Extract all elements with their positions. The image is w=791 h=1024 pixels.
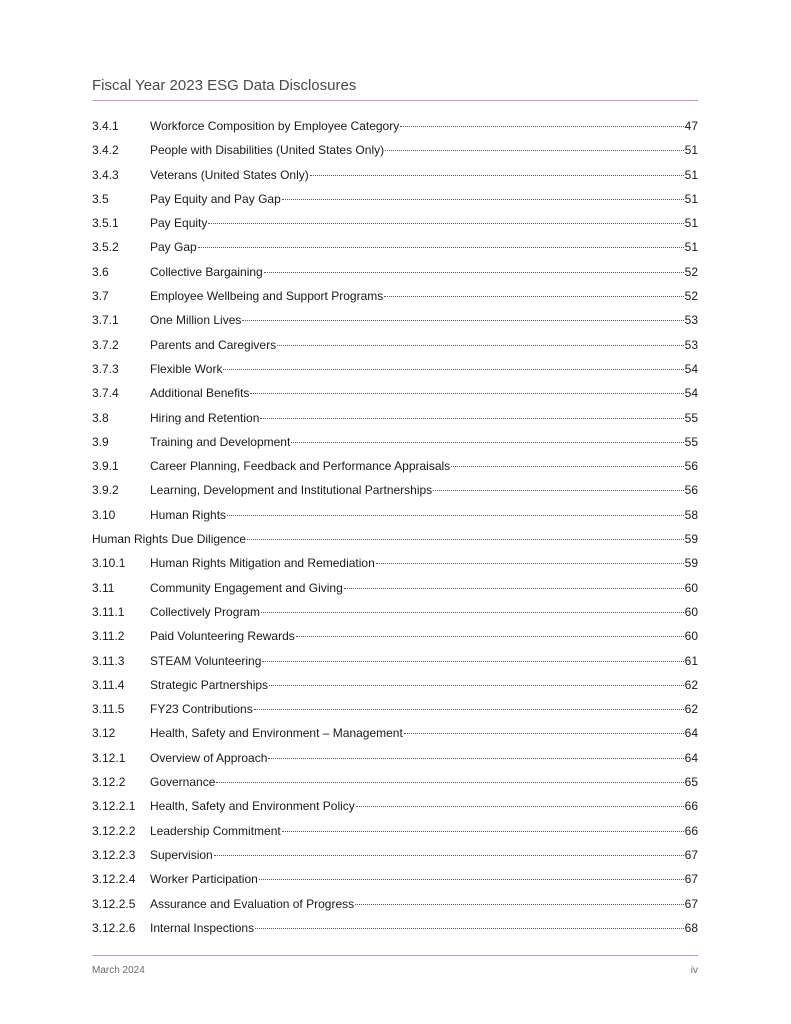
- toc-section-number: 3.6: [92, 264, 109, 279]
- toc-section-number: 3.4.3: [92, 167, 119, 182]
- toc-page-number[interactable]: 55: [684, 410, 698, 425]
- toc-page-number[interactable]: 54: [684, 361, 698, 376]
- toc-dot-leader: [250, 393, 683, 394]
- toc-entry[interactable]: [92, 527, 698, 551]
- toc-dot-leader: [260, 418, 683, 419]
- toc-page-number[interactable]: 62: [684, 702, 698, 717]
- toc-entry[interactable]: [92, 163, 698, 187]
- toc-page-number[interactable]: 65: [684, 775, 698, 790]
- table-of-contents: [92, 114, 698, 940]
- footer-date: March 2024: [92, 965, 145, 976]
- toc-entry[interactable]: [92, 770, 698, 794]
- toc-section-title[interactable]: Health, Safety and Environment Policy: [150, 799, 355, 814]
- toc-entry[interactable]: [92, 916, 698, 940]
- toc-section-number: 3.12.2.2: [92, 823, 136, 838]
- toc-page-number[interactable]: 66: [684, 799, 698, 814]
- toc-page-number[interactable]: 64: [684, 750, 698, 765]
- toc-dot-leader: [291, 442, 683, 443]
- toc-section-number: 3.12.2.3: [92, 847, 136, 862]
- toc-entry[interactable]: [92, 454, 698, 478]
- toc-section-title[interactable]: Internal Inspections: [150, 920, 255, 935]
- toc-entry[interactable]: [92, 333, 698, 357]
- toc-section-title[interactable]: One Million Lives: [150, 313, 242, 328]
- toc-page-number[interactable]: 60: [684, 629, 698, 644]
- toc-section-title[interactable]: STEAM Volunteering: [150, 653, 262, 668]
- toc-entry[interactable]: [92, 138, 698, 162]
- toc-page-number[interactable]: 59: [684, 556, 698, 571]
- toc-dot-leader: [404, 733, 684, 734]
- toc-entry[interactable]: [92, 308, 698, 332]
- toc-page-number[interactable]: 60: [684, 580, 698, 595]
- toc-section-title[interactable]: FY23 Contributions: [150, 702, 253, 717]
- toc-page-number[interactable]: 68: [684, 920, 698, 935]
- toc-entry[interactable]: [92, 697, 698, 721]
- toc-dot-leader: [208, 223, 683, 224]
- toc-section-number: 3.12.2.4: [92, 872, 136, 887]
- toc-section-title[interactable]: Community Engagement and Giving: [150, 580, 343, 595]
- toc-section-number: 3.11.4: [92, 677, 125, 692]
- toc-section-number: 3.12: [92, 726, 116, 741]
- toc-section-number: 3.4.1: [92, 119, 119, 133]
- page-title: Fiscal Year 2023 ESG Data Disclosures: [92, 77, 357, 94]
- toc-page-number[interactable]: 51: [684, 167, 698, 182]
- toc-entry[interactable]: [92, 406, 698, 430]
- toc-section-title[interactable]: Health, Safety and Environment – Management: [150, 726, 403, 741]
- toc-page-number[interactable]: 52: [684, 289, 698, 304]
- toc-section-number: 3.11.5: [92, 702, 125, 717]
- toc-section-number: 3.5.2: [92, 240, 119, 255]
- toc-entry[interactable]: [92, 794, 698, 818]
- toc-entry[interactable]: [92, 746, 698, 770]
- toc-section-title[interactable]: Pay Gap: [150, 240, 197, 255]
- toc-entry[interactable]: [92, 819, 698, 843]
- toc-page-number[interactable]: 51: [684, 191, 698, 206]
- toc-dot-leader: [247, 539, 684, 540]
- toc-page-number[interactable]: 56: [684, 483, 698, 498]
- toc-entry[interactable]: [92, 381, 698, 405]
- toc-page-number[interactable]: 53: [684, 313, 698, 328]
- toc-section-number: 3.11: [92, 580, 115, 595]
- toc-section-number: 3.12.2.1: [92, 799, 136, 814]
- toc-section-number: 3.7: [92, 289, 109, 304]
- toc-page-number[interactable]: 58: [684, 507, 698, 522]
- toc-section-number: 3.11.3: [92, 653, 125, 668]
- toc-section-title[interactable]: People with Disabilities (United States Only): [150, 143, 385, 158]
- toc-dot-leader: [269, 685, 684, 686]
- toc-page-number[interactable]: 52: [684, 264, 698, 279]
- toc-dot-leader: [384, 296, 683, 297]
- toc-section-number: 3.7.2: [92, 337, 119, 352]
- toc-section-title[interactable]: Employee Wellbeing and Support Programs: [150, 289, 384, 304]
- toc-section-number: 3.8: [92, 410, 109, 425]
- toc-section-title[interactable]: Leadership Commitment: [150, 823, 281, 838]
- toc-dot-leader: [223, 369, 683, 370]
- toc-page-number[interactable]: 53: [684, 337, 698, 352]
- toc-page-number[interactable]: 67: [684, 872, 698, 887]
- toc-dot-leader: [376, 563, 684, 564]
- toc-dot-leader: [385, 150, 684, 151]
- toc-dot-leader: [355, 904, 684, 905]
- toc-section-title[interactable]: Assurance and Evaluation of Progress: [150, 896, 355, 911]
- toc-dot-leader: [451, 466, 683, 467]
- toc-section-number: 3.7.1: [92, 313, 119, 328]
- toc-entry[interactable]: [92, 211, 698, 235]
- toc-entry[interactable]: [92, 235, 698, 259]
- toc-section-title[interactable]: Parents and Caregivers: [150, 337, 277, 352]
- toc-section-number: 3.5.1: [92, 216, 119, 231]
- toc-dot-leader: [214, 855, 684, 856]
- toc-section-title[interactable]: Pay Equity: [150, 216, 208, 231]
- toc-section-number: 3.9: [92, 434, 109, 449]
- toc-section-number: 3.11.2: [92, 629, 125, 644]
- toc-dot-leader: [282, 199, 684, 200]
- toc-dot-leader: [268, 758, 683, 759]
- toc-section-number: 3.12.2.5: [92, 896, 136, 911]
- toc-section-title[interactable]: Additional Benefits: [150, 386, 250, 401]
- toc-entry[interactable]: [92, 576, 698, 600]
- toc-section-number: 3.10.1: [92, 556, 126, 571]
- toc-section-number: 3.12.1: [92, 750, 126, 765]
- page-header: [92, 76, 698, 101]
- toc-entry[interactable]: [92, 600, 698, 624]
- toc-section-number: 3.11.1: [92, 604, 125, 619]
- toc-page-number[interactable]: 51: [684, 216, 698, 231]
- toc-dot-leader: [262, 661, 683, 662]
- toc-section-number: 3.7.4: [92, 386, 119, 401]
- toc-entry[interactable]: [92, 649, 698, 673]
- toc-page-number[interactable]: 47: [684, 119, 698, 133]
- toc-section-title[interactable]: Collectively Program: [150, 604, 261, 619]
- toc-page-number[interactable]: 55: [684, 434, 698, 449]
- toc-section-number: 3.9.2: [92, 483, 119, 498]
- toc-page-number[interactable]: 56: [684, 459, 698, 474]
- toc-dot-leader: [198, 247, 684, 248]
- toc-dot-leader: [277, 345, 684, 346]
- toc-page-number[interactable]: 64: [684, 726, 698, 741]
- toc-dot-leader: [400, 126, 683, 127]
- toc-page-number[interactable]: 61: [684, 653, 698, 668]
- toc-section-title[interactable]: Veterans (United States Only): [150, 167, 309, 182]
- toc-section-title[interactable]: Learning, Development and Institutional Partnerships: [150, 483, 433, 498]
- toc-dot-leader: [296, 636, 684, 637]
- toc-dot-leader: [259, 879, 684, 880]
- toc-section-number: 3.10: [92, 507, 116, 522]
- toc-dot-leader: [344, 588, 684, 589]
- toc-entry[interactable]: [92, 892, 698, 916]
- toc-page-number[interactable]: 51: [684, 143, 698, 158]
- toc-dot-leader: [310, 175, 684, 176]
- toc-section-number: 3.12.2.6: [92, 920, 136, 935]
- toc-section-title[interactable]: Career Planning, Feedback and Performance Appraisals: [150, 459, 451, 474]
- toc-dot-leader: [254, 709, 684, 710]
- toc-section-number: 3.9.1: [92, 459, 119, 474]
- toc-section-number: 3.7.3: [92, 361, 119, 376]
- toc-section-title[interactable]: Human Rights: [150, 507, 227, 522]
- toc-section-number: 3.12.2: [92, 775, 126, 790]
- toc-dot-leader: [216, 782, 683, 783]
- toc-dot-leader: [242, 320, 683, 321]
- toc-page-number[interactable]: 54: [684, 386, 698, 401]
- toc-entry[interactable]: [92, 260, 698, 284]
- toc-section-title[interactable]: Worker Participation: [150, 872, 258, 887]
- toc-section-title[interactable]: Hiring and Retention: [150, 410, 260, 425]
- toc-entry[interactable]: [92, 867, 698, 891]
- toc-entry[interactable]: [92, 843, 698, 867]
- toc-page-number[interactable]: 60: [684, 604, 698, 619]
- toc-page-number[interactable]: 62: [684, 677, 698, 692]
- toc-section-title[interactable]: Pay Equity and Pay Gap: [150, 191, 281, 206]
- toc-dot-leader: [356, 806, 684, 807]
- toc-section-title[interactable]: Strategic Partnerships: [150, 677, 269, 692]
- toc-entry[interactable]: [92, 624, 698, 648]
- toc-entry[interactable]: [92, 284, 698, 308]
- toc-dot-leader: [282, 831, 684, 832]
- toc-dot-leader: [264, 272, 684, 273]
- toc-section-title[interactable]: Collective Bargaining: [150, 264, 263, 279]
- toc-entry[interactable]: [92, 187, 698, 211]
- toc-section-title[interactable]: Flexible Work: [150, 361, 223, 376]
- toc-section-title[interactable]: Supervision: [150, 847, 213, 862]
- toc-section-title[interactable]: Training and Development: [150, 434, 291, 449]
- toc-entry[interactable]: [92, 478, 698, 502]
- toc-section-title[interactable]: Workforce Composition by Employee Category: [150, 119, 400, 133]
- toc-section-number: 3.5: [92, 191, 109, 206]
- toc-dot-leader: [261, 612, 684, 613]
- toc-section-title[interactable]: Governance: [150, 775, 216, 790]
- toc-page-number[interactable]: 59: [684, 532, 698, 547]
- toc-entry[interactable]: [92, 551, 698, 575]
- toc-section-number: 3.4.2: [92, 143, 119, 158]
- toc-entry[interactable]: [92, 114, 698, 138]
- toc-page-number[interactable]: 66: [684, 823, 698, 838]
- toc-page-number[interactable]: 67: [684, 847, 698, 862]
- toc-dot-leader: [433, 490, 683, 491]
- toc-entry[interactable]: [92, 721, 698, 745]
- footer-page-number: iv: [690, 965, 698, 976]
- toc-dot-leader: [227, 515, 684, 516]
- toc-section-title[interactable]: Human Rights Mitigation and Remediation: [150, 556, 375, 571]
- toc-section-title[interactable]: Human Rights Due Diligence: [92, 532, 247, 547]
- toc-section-title[interactable]: Paid Volunteering Rewards: [150, 629, 295, 644]
- toc-page-number[interactable]: 51: [684, 240, 698, 255]
- toc-page-number[interactable]: 67: [684, 896, 698, 911]
- toc-dot-leader: [255, 928, 684, 929]
- toc-entry[interactable]: [92, 357, 698, 381]
- toc-entry[interactable]: [92, 673, 698, 697]
- toc-section-title[interactable]: Overview of Approach: [150, 750, 268, 765]
- page-footer: [92, 955, 698, 976]
- toc-entry[interactable]: [92, 430, 698, 454]
- toc-entry[interactable]: [92, 503, 698, 527]
